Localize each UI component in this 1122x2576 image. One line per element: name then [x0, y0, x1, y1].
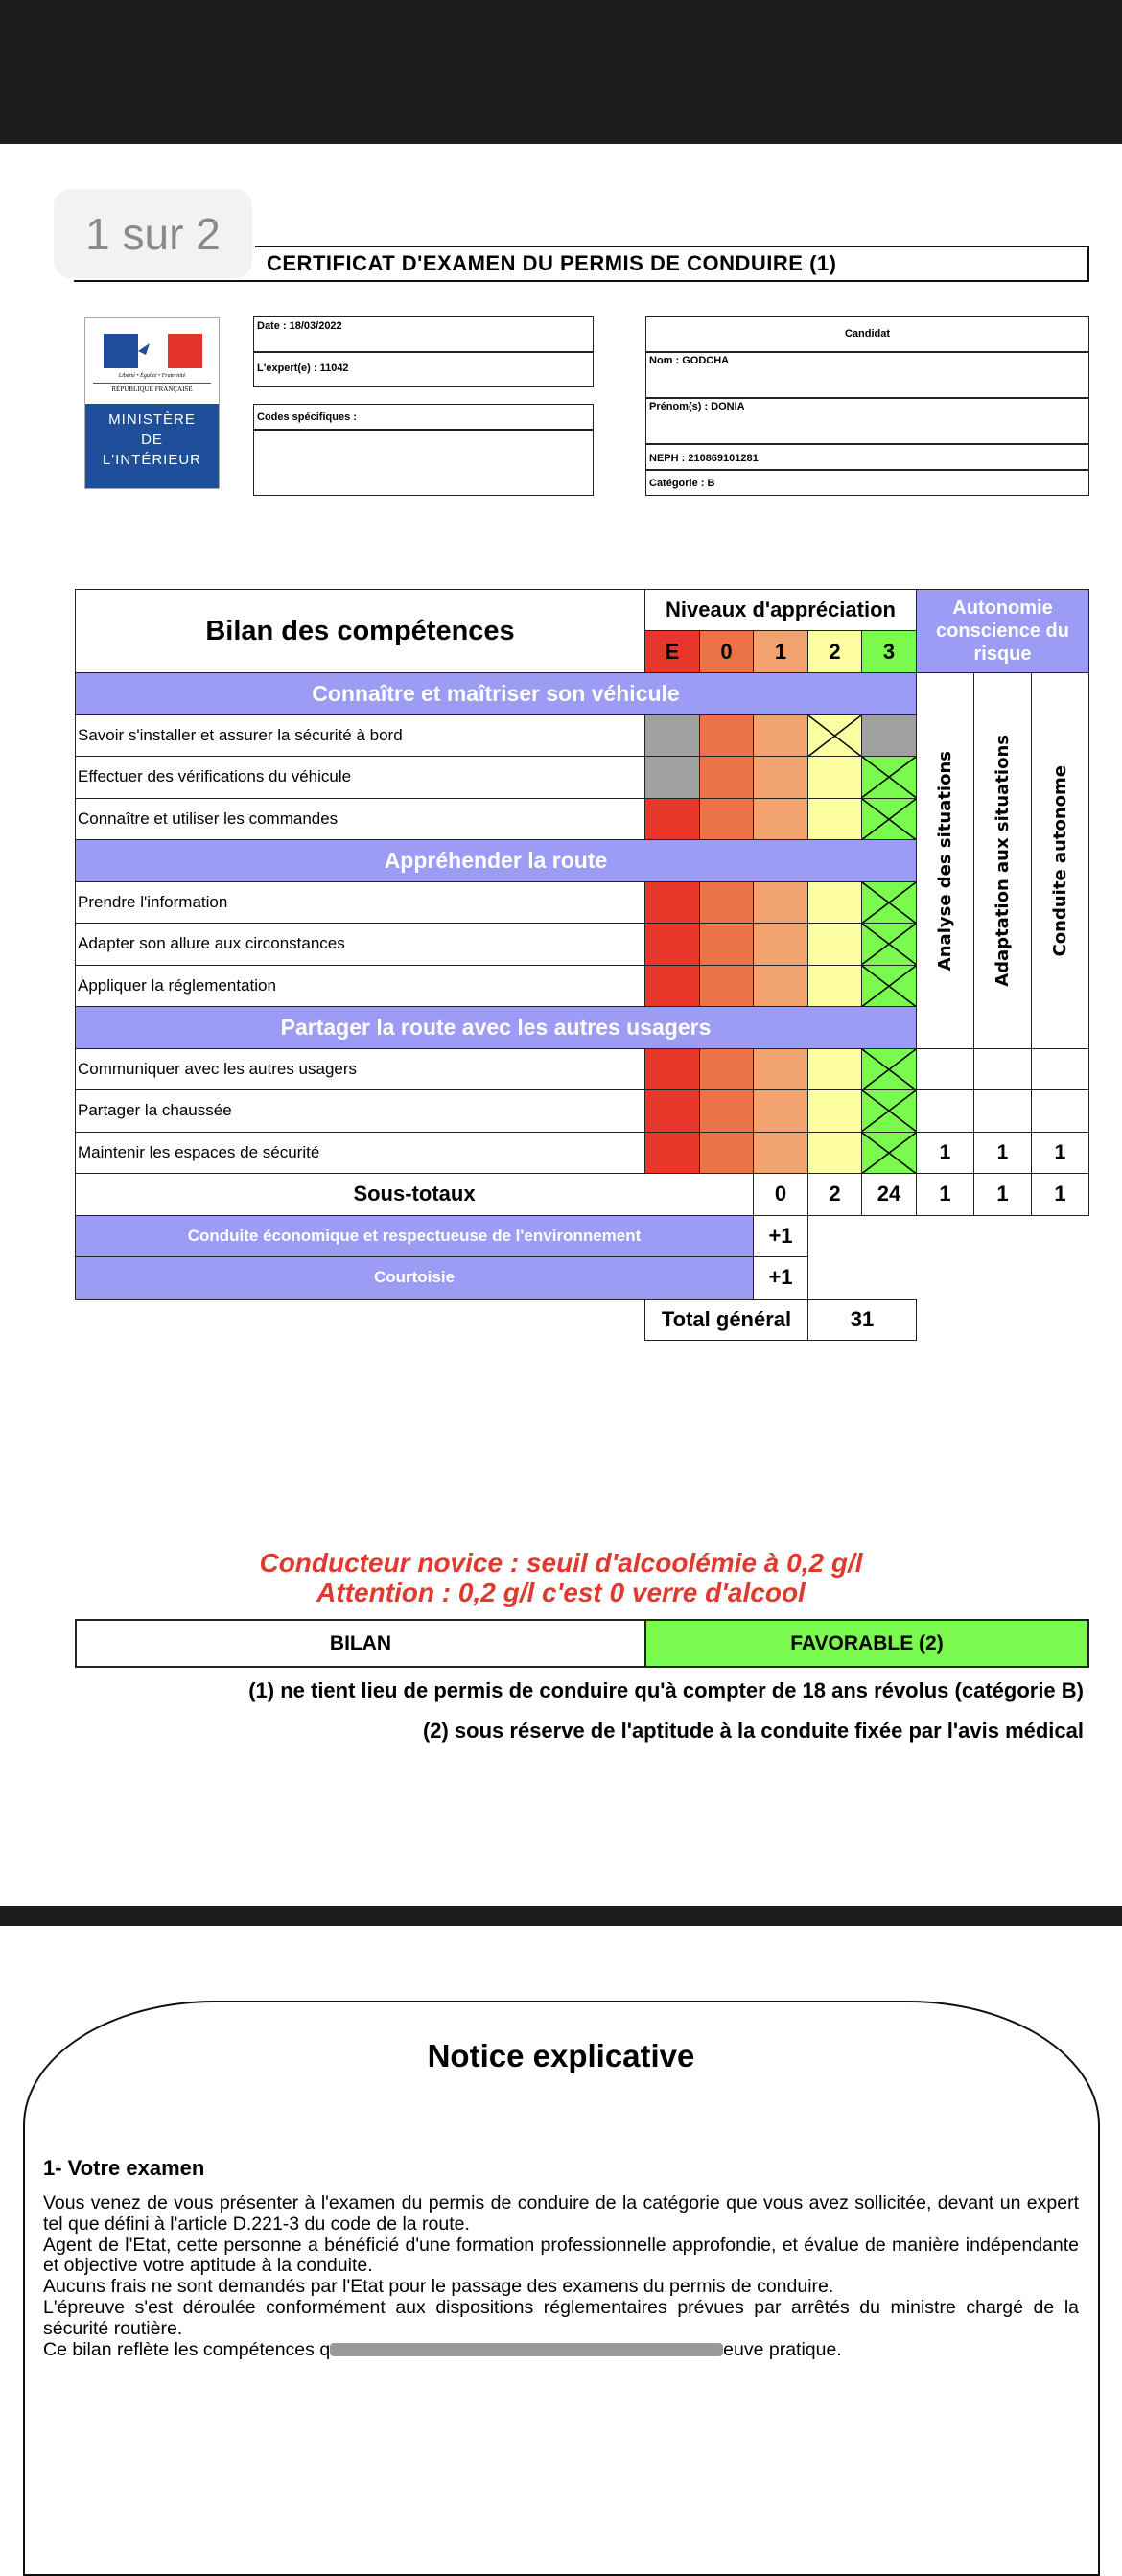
- x-mark-icon: [808, 715, 861, 757]
- logo-line: L'INTÉRIEUR: [102, 452, 202, 468]
- alcohol-warning-1: Conducteur novice : seuil d'alcoolémie à 0,2 g/l: [259, 1548, 863, 1578]
- autonomy-cell: 1: [1031, 1132, 1089, 1175]
- level-cell-1: [753, 798, 808, 841]
- candidate-prenom: [645, 397, 1089, 445]
- level-cell-2: [807, 756, 862, 799]
- logo-line: MINISTÈRE: [108, 411, 196, 428]
- x-mark-icon: [862, 1090, 916, 1132]
- level-cell-selected-3: [861, 1048, 917, 1091]
- candidate-header: [645, 316, 1089, 353]
- level-cell-E: [644, 965, 700, 1008]
- footnote-1: (1) ne tient lieu de permis de conduire qu'à compter de 18 ans révolus (catégorie B): [248, 1678, 1084, 1702]
- expert-field: [253, 351, 594, 387]
- level-header-E: E: [644, 630, 700, 673]
- section-header: Partager la route avec les autres usagers: [75, 1006, 917, 1049]
- ministry-logo: [84, 317, 220, 489]
- date-value: Date : 18/03/2022: [257, 320, 342, 332]
- result-value: FAVORABLE (2): [644, 1619, 1089, 1668]
- competences-title: Bilan des compétences: [75, 589, 645, 673]
- autonomy-title: Autonomie conscience du risque: [916, 589, 1089, 673]
- skill-label: Savoir s'installer et assurer la sécurité à bord: [75, 714, 645, 758]
- autonomy-cell: [916, 1048, 974, 1091]
- level-header-0: 0: [699, 630, 754, 673]
- autonomy-cell: 1: [916, 1132, 974, 1175]
- level-header-3: 3: [861, 630, 917, 673]
- skill-label: Communiquer avec les autres usagers: [75, 1048, 645, 1091]
- autonomy-cell: [973, 1048, 1032, 1091]
- skill-label: Connaître et utiliser les commandes: [75, 798, 645, 841]
- skill-label: Maintenir les espaces de sécurité: [75, 1132, 645, 1175]
- logo-ministry: [85, 404, 219, 488]
- level-cell-E: [644, 923, 700, 966]
- x-mark-icon: [862, 799, 916, 840]
- subtotal-value: 24: [861, 1173, 917, 1216]
- bonus-value: +1: [753, 1215, 808, 1258]
- top-bar: [0, 0, 1122, 144]
- level-cell-selected-2: [807, 714, 862, 758]
- bonus-label: Courtoisie: [75, 1256, 754, 1300]
- redaction-bar: [330, 2343, 723, 2356]
- level-cell-E: [644, 1048, 700, 1091]
- subtotal-autonomy-value: 1: [916, 1173, 974, 1216]
- level-cell-0: [699, 756, 754, 799]
- subtotal-autonomy-value: 1: [973, 1173, 1032, 1216]
- notice-paragraph: L'épreuve s'est déroulée conformément aux dispositions réglementaires prévues par arrêtés du ministre chargé de la sécurité routière.: [43, 2296, 1079, 2339]
- level-cell-2: [807, 798, 862, 841]
- level-cell-selected-3: [861, 798, 917, 841]
- neph-value: NEPH : 210869101281: [649, 453, 759, 464]
- level-cell-1: [753, 1089, 808, 1133]
- title-underline: [74, 280, 256, 282]
- logo-motto: Liberté • Égalité • Fraternité: [118, 373, 186, 379]
- bonus-value: +1: [753, 1256, 808, 1300]
- autonomy-column-label: [973, 672, 1032, 1049]
- autonomy-column-text: Analyse des situations: [935, 750, 955, 971]
- codes-value: [253, 429, 594, 496]
- level-cell-1: [753, 1048, 808, 1091]
- level-cell-2: [807, 1132, 862, 1175]
- level-cell-2: [807, 1048, 862, 1091]
- nom-value: Nom : GODCHA: [649, 355, 730, 366]
- autonomy-cell: [1031, 1089, 1089, 1133]
- autonomy-cell: 1: [973, 1132, 1032, 1175]
- notice-paragraph-last: [43, 2340, 1079, 2361]
- expert-value: L'expert(e) : 11042: [257, 363, 349, 374]
- codes-label: [253, 404, 594, 431]
- logo-line: DE: [141, 432, 163, 448]
- skill-label: Prendre l'information: [75, 881, 645, 925]
- level-cell-1: [753, 881, 808, 925]
- prenom-value: Prénom(s) : DONIA: [649, 401, 745, 412]
- level-cell-0: [699, 714, 754, 758]
- level-cell-E: [644, 881, 700, 925]
- level-cell-0: [699, 798, 754, 841]
- notice-paragraph: Aucuns frais ne sont demandés par l'Etat pour le passage des examens du permis de conduire.: [43, 2276, 834, 2298]
- codes-label-text: Codes spécifiques :: [257, 411, 357, 423]
- level-cell-2: [807, 923, 862, 966]
- skill-label: Appliquer la réglementation: [75, 965, 645, 1008]
- level-cell-E: [644, 756, 700, 799]
- x-mark-icon: [862, 882, 916, 924]
- level-cell-1: [753, 714, 808, 758]
- level-cell-selected-3: [861, 881, 917, 925]
- bonus-label: Conduite économique et respectueuse de l'environnement: [75, 1215, 754, 1258]
- candidate-neph: [645, 443, 1089, 471]
- level-cell-selected-3: [861, 756, 917, 799]
- level-cell-selected-3: [861, 1132, 917, 1175]
- subtotals-label: Sous-totaux: [75, 1173, 754, 1216]
- level-cell-1: [753, 1132, 808, 1175]
- date-field: [253, 316, 594, 353]
- notice-body: [43, 2193, 1079, 2360]
- level-header-2: 2: [807, 630, 862, 673]
- x-mark-icon: [862, 966, 916, 1007]
- document-title: CERTIFICAT D'EXAMEN DU PERMIS DE CONDUIRE (1): [255, 246, 1089, 282]
- autonomy-column-text: Adaptation aux situations: [993, 734, 1013, 987]
- subtotal-value: 2: [807, 1173, 862, 1216]
- level-cell-2: [807, 881, 862, 925]
- total-label: Total général: [644, 1299, 808, 1342]
- subtotal-autonomy-value: 1: [1031, 1173, 1089, 1216]
- notice-paragraph: Agent de l'Etat, cette personne a bénéficié d'une formation professionnelle approfondie, et évalue de manière indépendante et objective votre aptitude à la conduite.: [43, 2234, 1079, 2277]
- level-cell-1: [753, 756, 808, 799]
- level-cell-selected-3: [861, 1089, 917, 1133]
- level-cell-E: [644, 714, 700, 758]
- candidate-categorie: [645, 469, 1089, 496]
- level-header-1: 1: [753, 630, 808, 673]
- notice-section-title: 1- Votre examen: [43, 2156, 205, 2180]
- level-cell-0: [699, 881, 754, 925]
- subtotal-value: 0: [753, 1173, 808, 1216]
- skill-label: Effectuer des vérifications du véhicule: [75, 756, 645, 799]
- autonomy-column-label: [916, 672, 974, 1049]
- logo-republic: RÉPUBLIQUE FRANÇAISE: [93, 383, 211, 393]
- total-value: 31: [807, 1299, 917, 1342]
- section-header: Connaître et maîtriser son véhicule: [75, 672, 917, 715]
- x-mark-icon: [862, 924, 916, 965]
- x-mark-icon: [862, 757, 916, 798]
- level-cell-E: [644, 1089, 700, 1133]
- result-label: BILAN: [75, 1619, 646, 1668]
- alcohol-warning-2: Attention : 0,2 g/l c'est 0 verre d'alcool: [316, 1578, 806, 1607]
- candidate-nom: [645, 351, 1089, 399]
- level-cell-selected-3: [861, 965, 917, 1008]
- marianne-flag-icon: [104, 334, 202, 368]
- x-mark-icon: [862, 1133, 916, 1174]
- autonomy-column-label: [1031, 672, 1089, 1049]
- level-cell-1: [753, 923, 808, 966]
- level-cell-3: [861, 714, 917, 758]
- x-mark-icon: [862, 1049, 916, 1090]
- level-cell-0: [699, 1132, 754, 1175]
- section-header: Appréhender la route: [75, 839, 917, 882]
- footnote-2: (2) sous réserve de l'aptitude à la conduite fixée par l'avis médical: [422, 1719, 1084, 1743]
- notice-title: Notice explicative: [427, 2038, 695, 2073]
- level-cell-0: [699, 1048, 754, 1091]
- levels-title: Niveaux d'appréciation: [644, 589, 917, 631]
- autonomy-cell: [916, 1089, 974, 1133]
- level-cell-0: [699, 923, 754, 966]
- level-cell-E: [644, 1132, 700, 1175]
- page-separator: [0, 1906, 1122, 1926]
- last-line-end: euve pratique.: [723, 2338, 842, 2360]
- level-cell-0: [699, 1089, 754, 1133]
- skill-label: Adapter son allure aux circonstances: [75, 923, 645, 966]
- autonomy-column-text: Conduite autonome: [1050, 764, 1070, 956]
- level-cell-selected-3: [861, 923, 917, 966]
- skill-label: Partager la chaussée: [75, 1089, 645, 1133]
- notice-paragraph: Vous venez de vous présenter à l'examen du permis de conduire de la catégorie que vous avez sollicitée, devant un expert tel que défini à l'article D.221-3 du code de la route.: [43, 2192, 1079, 2235]
- level-cell-2: [807, 965, 862, 1008]
- level-cell-2: [807, 1089, 862, 1133]
- autonomy-cell: [1031, 1048, 1089, 1091]
- categorie-value: Catégorie : B: [649, 478, 715, 489]
- last-line-start: Ce bilan reflète les compétences q: [43, 2338, 331, 2360]
- autonomy-cell: [973, 1089, 1032, 1133]
- level-cell-1: [753, 965, 808, 1008]
- level-cell-0: [699, 965, 754, 1008]
- candidate-header-text: Candidat: [844, 328, 891, 340]
- level-cell-E: [644, 798, 700, 841]
- page-indicator: 1 sur 2: [54, 189, 252, 278]
